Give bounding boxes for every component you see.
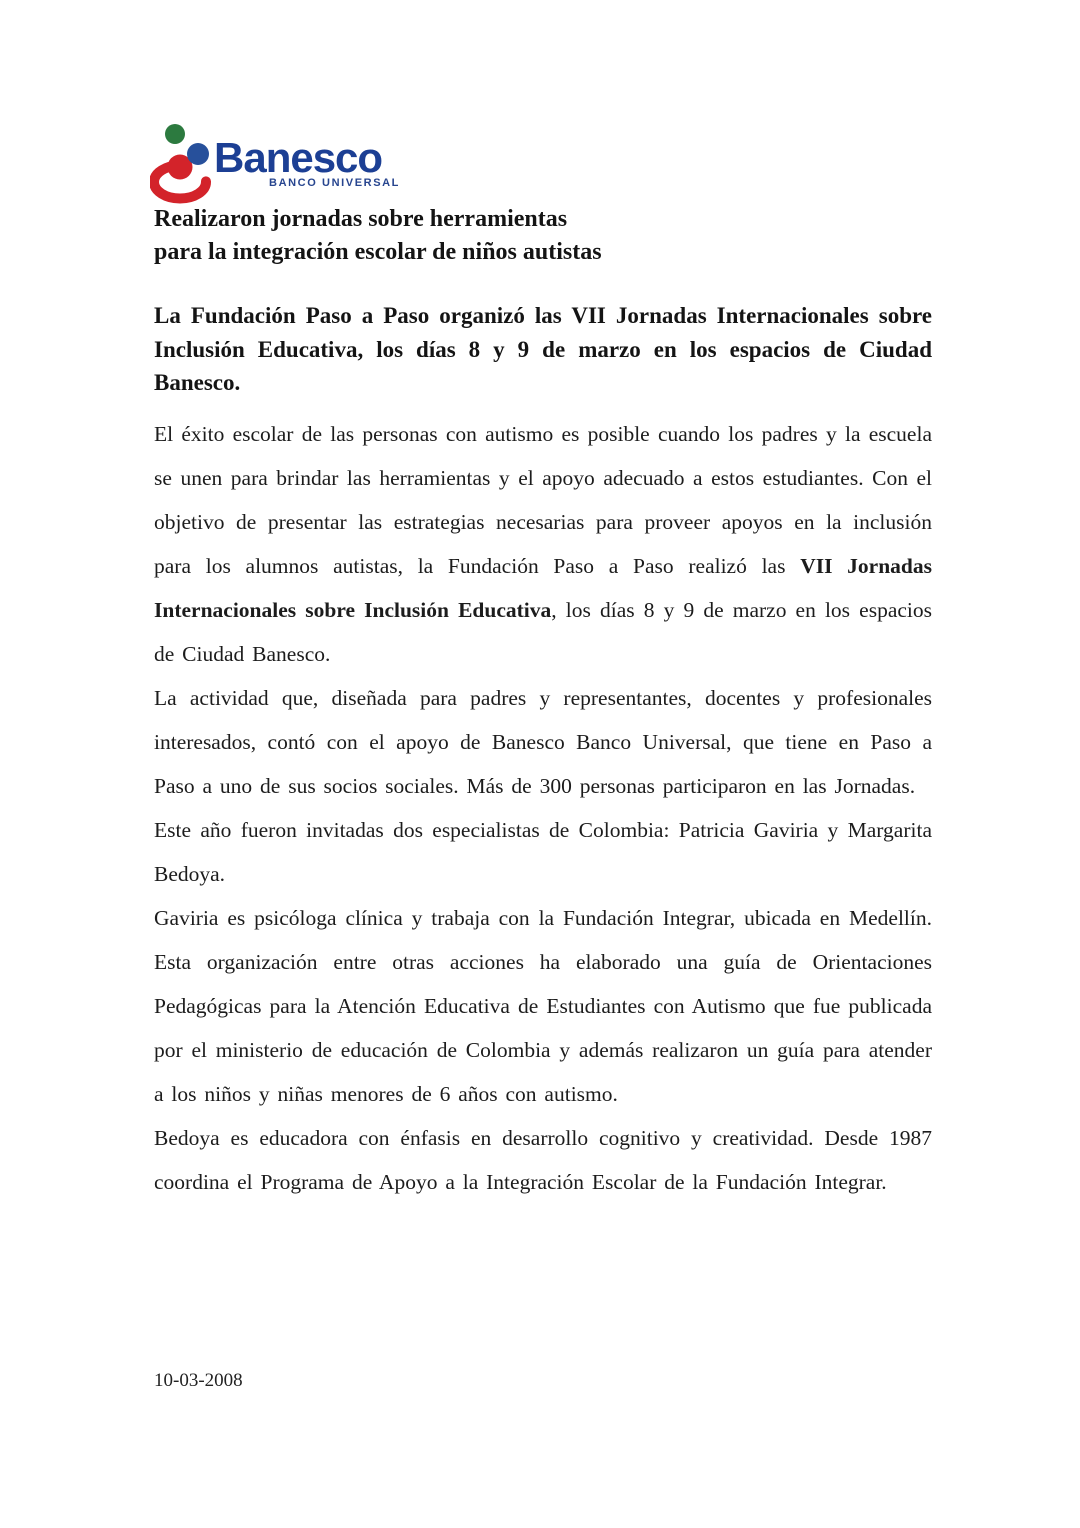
headline-line-1: Realizaron jornadas sobre herramientas <box>154 206 568 232</box>
headline <box>154 203 934 269</box>
text-run: , los días 8 y 9 de marzo en los espacios de Ciudad Banesco. <box>154 598 933 666</box>
banesco-logo-mark-icon <box>150 114 410 204</box>
text-run: El éxito escolar de las personas con autismo es posible cuando los padres y la escuela se unen para brindar las herramientas y el apoyo adecuado a estos estudiantes. Con el objetivo de presentar las estrategias necesarias para proveer apoyos en la inclusión para los alumnos autistas, la Fundación Paso a Paso realizó las <box>154 422 932 578</box>
body-paragraph <box>154 1116 932 1204</box>
text-run: Este año fueron invitadas dos especialistas de Colombia: Patricia Gaviria y Margarita Bedoya. <box>154 818 932 886</box>
text-run: La actividad que, diseñada para padres y representantes, docentes y profesionales interesados, contó con el apoyo de Banesco Banco Universal, que tiene en Paso a Paso a uno de sus socios sociales. Más de 300 personas participaron en las Jornadas. <box>154 686 932 798</box>
text-run: Gaviria es psicóloga clínica y trabaja con la Fundación Integrar, ubicada en Medellín. Esta organización entre otras acciones ha elaborado una guía de Orientaciones Pedagógicas para la Atención Educativa de Estudiantes con Autismo que fue publicada por el ministerio de educación de Colombia y además realizaron un guía para atender a los niños y niñas menores de 6 años con autismo. <box>154 906 932 1106</box>
body-paragraph <box>154 676 932 808</box>
body-paragraph <box>154 896 932 1116</box>
logo-blue-dot <box>187 143 209 165</box>
headline-line-2: para la integración escolar de niños autistas <box>154 239 602 265</box>
document-date: 10-03-2008 <box>154 1370 243 1391</box>
body-paragraph <box>154 412 932 676</box>
logo-wordmark: Banesco <box>214 134 383 181</box>
body-paragraph <box>154 808 932 896</box>
logo-tagline: BANCO UNIVERSAL <box>269 177 400 189</box>
banesco-logo <box>150 114 410 204</box>
text-run: VII Jornadas Internacionales sobre Inclusión Educativa <box>154 554 932 622</box>
logo-green-dot <box>165 124 185 144</box>
body-paragraphs <box>154 412 932 1204</box>
text-run: Bedoya es educadora con énfasis en desarrollo cognitivo y creatividad. Desde 1987 coordina el Programa de Apoyo a la Integración Escolar de la Fundación Integrar. <box>154 1126 932 1194</box>
lead-paragraph: La Fundación Paso a Paso organizó las VII Jornadas Internacionales sobre Inclusión Educativa, los días 8 y 9 de marzo en los espacios de Ciudad Banesco. <box>154 303 932 395</box>
